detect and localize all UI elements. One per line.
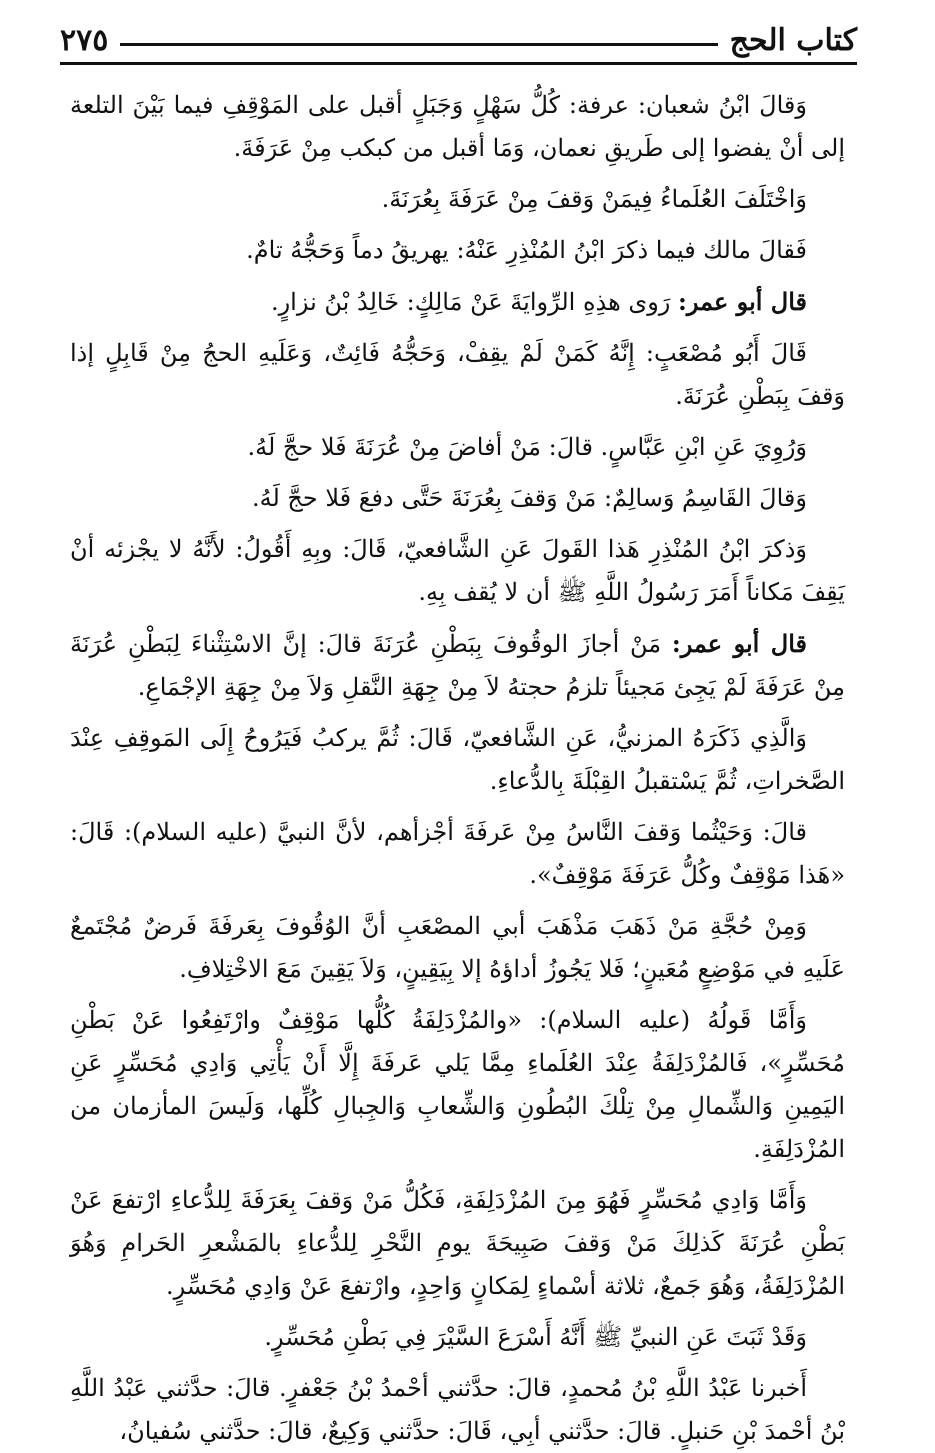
paragraph xyxy=(70,717,845,803)
body-text xyxy=(70,84,845,1445)
page-number: ٢٧٥ xyxy=(60,23,109,58)
speaker-label: قال أبو عمر: xyxy=(671,629,807,658)
paragraph-text: وَقالَ القَاسِمُ وَسالِمٌ: مَنْ وَقفَ بِعُرَنَةَ حَتَّى دفعَ فَلا حجَّ لَهُ. xyxy=(251,484,807,512)
paragraph xyxy=(70,332,845,418)
paragraph-text: وَمِنْ حُجَّةِ مَنْ ذَهَبَ مَذْهَبَ أبي المصْعَبِ أنَّ الوُقُوفَ بِعَرفَةَ فَرضٌ مُجْتَمعٌ عَلَيهِ في مَوْضِعٍ مُعَينٍ؛ فَلا يَجُوزُ أداؤهُ إلا بِيَقِينٍ، وَلاَ يَقِينَ مَعَ الاخْتِلافِ. xyxy=(70,912,845,983)
paragraph-text: وَالَّذِي ذَكَرَهُ المزنيُّ، عَنِ الشَّافعيّ، قَالَ: ثُمَّ يركبُ فَيَرُوحُ إِلَى المَوقِفِ عِنْدَ الصَّخراتِ، ثُمَّ يَسْتقبلُ القِبْلَةَ بِالدُّعاءِ. xyxy=(70,724,845,795)
paragraph xyxy=(70,528,845,614)
speaker-label: قال أبو عمر: xyxy=(678,287,807,316)
paragraph xyxy=(70,84,845,170)
paragraph xyxy=(70,999,845,1171)
paragraph-text: قالَ: وَحَيْثُما وَقفَ النَّاسُ مِنْ عَرفَةَ أجْزأهم، لأنَّ النبيَّ (عليه السلام): قَالَ: «هَذا مَوْقِفٌ وكُلُّ عَرَفَةَ مَوْقِفٌ». xyxy=(70,818,845,889)
paragraph xyxy=(70,178,845,221)
paragraph-text: وَرُوِيَ عَنِ ابْنِ عَبَّاسٍ. قالَ: مَنْ أفاضَ مِنْ عُرَنَةَ فَلا حجَّ لَهُ. xyxy=(247,433,807,461)
paragraph xyxy=(70,229,845,272)
paragraph-text: وَذكرَ ابْنُ المُنْذِرِ هَذا القَولَ عَنِ الشَّافعيّ، قَالَ: وبِهِ أَقُولُ: لأَنَّهُ لا يجْزئه أنْ يَقِفَ مَكاناً أَمَرَ رَسُولُ اللَّهِ ﷺ أن لا يُقف بِهِ. xyxy=(70,535,845,606)
paragraph-text: رَوى هذِهِ الرِّوايَةَ عَنْ مَالِكٍ: خَالِدُ بْنُ نزارٍ. xyxy=(270,288,671,316)
running-header xyxy=(60,14,857,60)
paragraph xyxy=(70,426,845,469)
paragraph-text: مَنْ أجازَ الوقُوفَ بِبَطْنِ عُرَنَةَ قالَ: إنَّ الاسْتِثْناءَ لِبَطْنِ عُرَنَةَ مِنْ عَرَفَةَ لَمْ يَجِئ مَجيئاً تلزمُ حجتهُ لاَ مِنْ جِهَةِ النَّقلِ وَلاَ مِنْ جِهَةِ الإجْمَاعِ. xyxy=(70,630,845,701)
paragraph-text: وَقالَ ابْنُ شعبان: عرفة: كُلُّ سَهْلٍ وَجَبَلٍ أقبل على المَوْقِفِ فيما بَيْنَ التلعة إلى أنْ يفضوا إلى طَريقِ نعمان، وَمَا أقبل من كبكب مِنْ عَرَفَةَ. xyxy=(70,91,845,162)
paragraph-text: فَقالَ مالك فيما ذكرَ ابْنُ المُنْذِرِ عَنْهُ: يهريقُ دماً وَحَجُّهُ تامٌ. xyxy=(246,236,807,264)
paragraph xyxy=(70,477,845,520)
paragraph xyxy=(70,905,845,991)
paragraph-text: وَأَمَّا قَولُهُ (عليه السلام): «والمُزْدَلِفَةُ كُلُّها مَوْقِفٌ وارْتَفِعُوا عَنْ بَطْنِ مُحَسِّرٍ»، فَالمُزْدَلِفَةُ عِنْدَ العُلَماءِ مِمَّا يَلي عَرفَةَ إِلَّا أَنْ يَأْتِي وَادِي مُحَسِّرٍ عَنِ اليَمِينِ وَالشِّمالِ مِنْ تِلْكَ البُطُونِ وَالشِّعابِ وَالجِبالِ كُلِّها، وَلَيسَ المأزمان من المُزْدَلِفَةِ. xyxy=(70,1006,845,1163)
paragraph-text: وَأَمَّا وَادِي مُحَسِّرٍ فَهُوَ مِنَ المُزْدَلِفَةِ، فَكُلُّ مَنْ وَقفَ بِعَرَفَةَ لِلدُّعاءِ ارْتفعَ عَنْ بَطْنِ عُرَنَةَ كَذلِكَ مَنْ وَقفَ صَبِيحَةَ يومِ النَّحْرِ لِلدُّعاءِ بالمَشْعرِ الحَرامِ وَهُوَ المُزْدَلِفَةُ، وَهُوَ جَمعٌ، ثلاثة أسْماءٍ لِمَكانٍ وَاحِدٍ، وارْتفعَ عَنْ وَادِي مُحَسِّرٍ. xyxy=(70,1186,845,1300)
chapter-title: كتاب الحج xyxy=(729,23,857,58)
header-rule xyxy=(60,62,857,65)
header-line xyxy=(120,43,717,46)
paragraph xyxy=(70,1316,845,1359)
paragraph-text: أَخبرنا عَبْدُ اللَّهِ بْنُ مُحمدٍ، قالَ: حدَّثني أحْمدُ بْنُ جَعْفرٍ. قالَ: حدَّثني عَبْدُ اللَّهِ بْنُ أحْمدَ بْنِ حَنبلٍ. قالَ: حدَّثني أبِي، قَالَ: حدَّثني وَكِيعٌ، قالَ: حدَّثني سُفيانُ، xyxy=(70,1374,845,1445)
paragraph-text: وَاخْتَلَفَ العُلَماءُ فِيمَنْ وَقفَ مِنْ عَرَفَةَ بِعُرَنَةَ. xyxy=(381,185,807,213)
paragraph-text: قَالَ أَبُو مُصْعَبٍ: إِنَّهُ كَمَنْ لَمْ يقِفْ، وَحَجُّهُ فَائِتٌ، وَعَلَيهِ الحجُ مِنْ قَابِلٍ إذا وَقفَ بِبَطْنِ عُرَنَةَ. xyxy=(70,339,845,410)
paragraph xyxy=(70,811,845,897)
paragraph xyxy=(70,1367,845,1453)
paragraph xyxy=(70,280,845,324)
paragraph xyxy=(70,622,845,709)
paragraph-text: وَقَدْ ثَبَتَ عَنِ النبيِّ ﷺ أَنَّهُ أَسْرَعَ السَّيْرَ فِي بَطْنِ مُحَسِّرٍ. xyxy=(264,1323,807,1351)
paragraph xyxy=(70,1179,845,1308)
